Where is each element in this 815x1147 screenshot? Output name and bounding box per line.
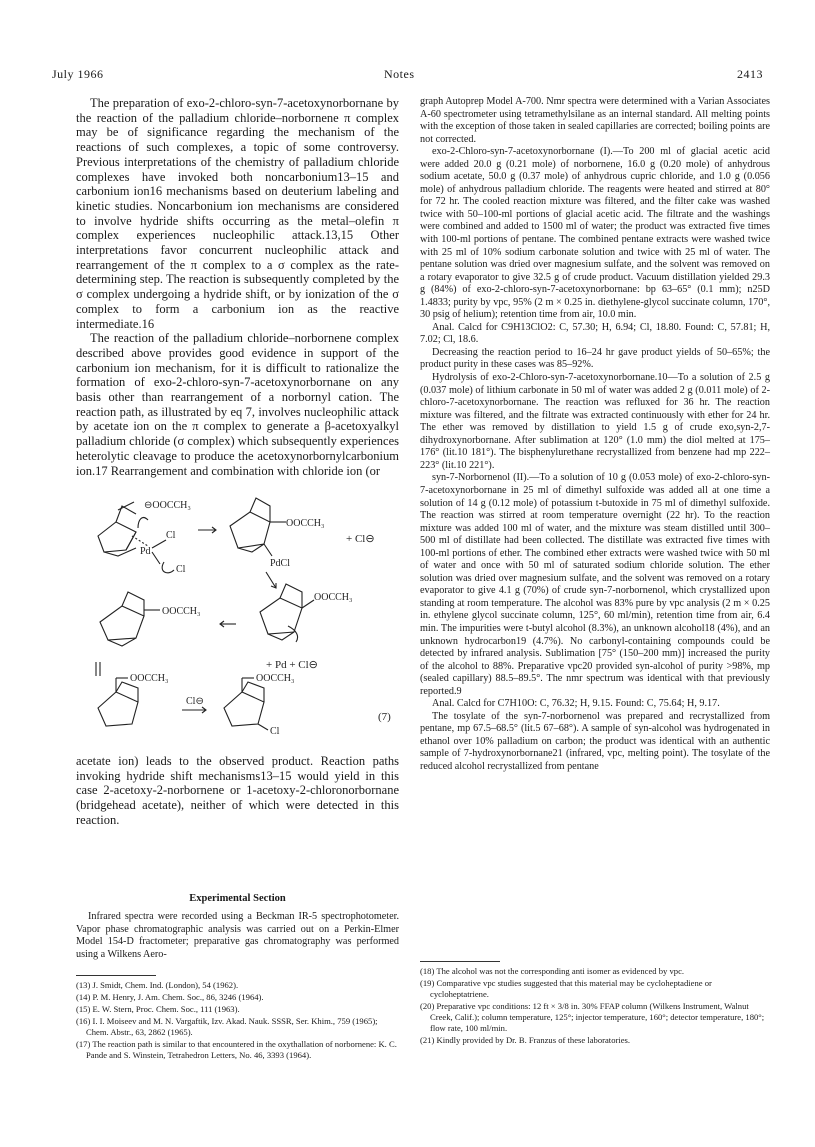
scheme-label-pd: Pd [140, 546, 151, 557]
reaction-scheme-eq7 [88, 492, 406, 754]
footnote-rule-right [420, 961, 500, 962]
footnote-15: (15) E. W. Stern, Proc. Chem. Soc., 111 (1963). [76, 1004, 240, 1014]
paragraph-2-head: The reaction of the palladium chloride–norbornene complex described above provides good evidence in support of the carbonium ion mechanism, for it is difficult to rationalize the formation of exo-2-chloro-syn-7-acetoxynorbornane on any basis other than rearrangement of a norbornyl cation. The reaction path, as illustrated by eq 7, involves nucleophilic attack by acetate ion on the π complex to generate a β-acetoxyalkyl palladium chloride (σ complex) which subsequently experiences heterolytic cleavage to produce the acetoxynorbornylcarbonium ion.17 Rearrangement and combination with chloride ion (or [76, 331, 399, 478]
scheme-label-cl-c: Cl [270, 726, 280, 737]
scheme-label-ooccch3-c: OOCCH₃ [162, 606, 201, 617]
footnote-21: (21) Kindly provided by Dr. B. Franzus of these laboratories. [420, 1035, 631, 1045]
right-paragraph-tosylate: The tosylate of the syn-7-norbornenol was prepared and recrystallized from pentane, mp 67.5–68.5° (lit.5 67–68°). A sample of syn-alcohol was hydrogenated in ethanol over 10% palladium on carbon; the product was identical with an authentic sample of 7-hydroxynorbornane21 (infrared, vpc, melting point). The tosylate of the reduced alcohol recrystallized from pentane [420, 710, 770, 772]
right-paragraph-hydrolysis: Hydrolysis of exo-2-Chloro-syn-7-acetoxynorbornane.10—To a solution of 2.5 g (0.037 mole) of lithium carbonate in 50 ml of water was added 2 g (0.011 mole) of 2-chloro-7-acetoxynorbornane. The reaction was refluxed for 36 hr. The reaction mixture was filtered, and the filtrate was extracted continuously with ether for 24 hr. The ether was removed by distillation to yield 1.5 g of crude exo,syn-2,7-dihydroxynorbornane. After sublimation at 120° (1.0 mm) the diol melted at 175–176° (lit.10 181°). The bisphenylurethane recrystallized from benzene had mp 222–223° (lit.10 221°). [420, 372, 770, 471]
left-column-after-scheme [76, 754, 399, 828]
footnote-17: (17) The reaction path is similar to that encountered in the oxythallation of norbornene: K. C. Pande and S. Winstein, Tetrahedron Letters, No. 46, 3393 (1964). [76, 1039, 397, 1060]
right-paragraph-compound-I: exo-2-Chloro-syn-7-acetoxynorbornane (I).—To 200 ml of glacial acetic acid were added 20.0 g (0.21 mole) of norbornene, 16.0 g (0.20 mole) of anhydrous sodium acetate, 50.0 g (0.37 mole) of anhydrous cupric chloride, and 1.0 g (0.056 mole) of anhydrous palladium chloride. The reagents were heated and stirred at 80° for 72 hr. The cooled reaction mixture was filtered, and the filter cake was washed twice with 50–100-ml portions of glacial acetic acid. The filtrate and the washings were combined and added to 1500 ml of water; the product was extracted five times with 100-ml portions of pentane. The combined pentane extracts were washed twice with 25 ml of 10% sodium carbonate solution and twice with 25 ml of water. The pentane solution was dried over magnesium sulfate, and the solvent was removed on a rotary evaporator to give 32.5 g of crude product. Vacuum distillation yielded 29.3 g (84%) of exo-2-chloro-syn-7-acetoxynorbornane: bp 63–65° (0.1 mm); n25D 1.4833; purity by vpc, 95% (2 m × 0.25 in. diethylene-glycol succinate column, 170°, 30 psig of helium); retention time from air, 10.0 min. [420, 146, 770, 321]
right-paragraph-continuation: graph Autoprep Model A-700. Nmr spectra were determined with a Varian Associates A-60 spectrometer using tetramethylsilane as an internal standard. All melting points with the exception of those taken in sealed capillaries are corrected; boiling points are not corrected. [420, 96, 770, 145]
scheme-label-cl-b: Cl [176, 564, 186, 575]
scheme-label-plus-cl: + Cl⊖ [346, 533, 375, 545]
scheme-label-plus-pd-cl: + Pd + Cl⊖ [266, 659, 318, 671]
right-paragraph-anal-2: Anal. Calcd for C7H10O: C, 76.32; H, 9.15. Found: C, 75.64; H, 9.17. [432, 698, 720, 710]
norbornyl-cation [100, 592, 160, 646]
right-paragraph-compound-II: syn-7-Norbornenol (II).—To a solution of 10 g (0.053 mole) of exo-2-chloro-syn-7-acetoxynorbornane in 25 ml of dimethyl sulfoxide was added all at one time a solution of 14 g (0.12 mole) of potassium t-butoxide in 75 ml of dimethyl sulfoxide. The reaction was stirred at room temperature overnight (22 hr). To the reaction mixture was added 100 ml of water, and the mixture was steam distilled until 300–500 ml of distillate had been collected. The distillate was extracted five times with 100-ml portions of ether. The combined ether extracts were washed twice with 50 ml of water and once with 50 ml of saturated sodium chloride solution. The ether solution was dried over magnesium sulfate, and the solvent was removed on a rotary evaporator to give 4.1 g (70%) of crude syn-7-norbornenol, which crystallized upon standing at room temperature. The alcohol was 83% pure by vpc analysis (2 m × 0.25 in. ethylene glycol succinate column, 125°, 60 ml/min), retention time from air, 6.4 min. The impurities were t-butyl alcohol (8.3%), an unknown alcohol18 (4%), and an unknown hydrocarbon19 (4.7%). No carbonyl-containing compounds could be detected by infrared analysis. Sublimation [75° (150–200 mm)] increased the purity of the alcohol to 88%. Preparative vpc20 provided syn-alcohol of purity >98%, mp (sealed capillary) 88.5–89.5°. The nmr spectrum was identical with that previously reported.9 [420, 472, 770, 697]
footnotes-right [420, 966, 770, 1047]
left-column-text [76, 96, 399, 478]
right-paragraph-yield-note: Decreasing the reaction period to 16–24 hr gave product yields of 50–65%; the product purity in these cases was 85–92%. [420, 346, 770, 371]
scheme-label-ooccch3-e: OOCCH₃ [130, 673, 169, 684]
footnote-rule-left [76, 975, 156, 976]
scheme-label-cl-minus: Cl⊖ [186, 696, 204, 707]
footnote-14: (14) P. M. Henry, J. Am. Chem. Soc., 86, 3246 (1964). [76, 992, 264, 1002]
scheme-label-cl-a: Cl [166, 530, 176, 541]
header-date: July 1966 [52, 67, 104, 81]
scheme-label-ooccch3-b: OOCCH₃ [286, 518, 325, 529]
rearranged-cation [98, 678, 138, 726]
footnote-19: (19) Comparative vpc studies suggested that this material may be cycloheptadiene or cycloheptatriene. [420, 978, 712, 999]
footnotes-left [76, 980, 399, 1062]
carbonium-complex [260, 584, 314, 642]
paragraph-1: The preparation of exo-2-chloro-syn-7-acetoxynorbornane by the reaction of the palladium chloride–norbornene π complex may be of significance regarding the mechanism of the reactions of such complexes, a topic of some controversy. Previous interpretations of the chemistry of palladium chloride complexes have invoked both noncarbonium13–15 and carbonium ion16 mechanisms based on deuterium labeling and kinetic studies. Noncarbonium ion mechanisms are considered to involve hydride shifts occurring as the metal–olefin π complex experiences nucleophilic attack.13,15 Other interpretations favor concurrent nucleophilic attack and rearrangement of the π complex to a σ complex as the rate-determining step. The reaction is subsequently completed by the σ complex undergoing a hydride shift, or by ionization of the σ complex to form a carbonium ion as the reactive intermediate.16 [76, 96, 399, 331]
equation-number: (7) [378, 711, 391, 723]
experimental-intro [76, 911, 399, 961]
footnote-20: (20) Preparative vpc conditions: 12 ft × 3/8 in. 30% FFAP column (Wilkens Instrument, Walnut Creek, Calif.); column temperature, 125°; injector temperature, 160°; detector temperature, 180°; flow rate, 100 ml/min. [420, 1001, 765, 1033]
paragraph-2-tail: acetate ion) leads to the observed product. Reaction paths invoking hydride shift mechanisms13–15 would yield in this case 2-acetoxy-2-norbornene or 1-acetoxy-2-chloronorbornane (bridgehead acetate), neither of which were detected in this reaction. [76, 754, 399, 827]
scheme-label-pdcl: PdCl [270, 558, 291, 569]
right-column-text [420, 96, 770, 774]
experimental-paragraph: Infrared spectra were recorded using a Beckman IR-5 spectrophotometer. Vapor phase chromatographic analysis was carried out on a Perkin-Elmer Model 154-D fractometer; preparative gas chromatography was performed using a Wilkens Aero- [76, 911, 399, 960]
sigma-complex [230, 498, 286, 556]
right-paragraph-anal-1: Anal. Calcd for C9H13ClO2: C, 57.30; H, 6.94; Cl, 18.80. Found: C, 57.81; H, 7.02; Cl, 18.6. [420, 321, 770, 346]
experimental-section-title: Experimental Section [189, 893, 286, 904]
footnote-13: (13) J. Smidt, Chem. Ind. (London), 54 (1962). [76, 980, 239, 990]
footnote-18: (18) The alcohol was not the corresponding anti isomer as evidenced by vpc. [420, 966, 685, 976]
scheme-label-ooccch3-d: OOCCH₃ [314, 592, 353, 603]
scheme-label-ooccch3-f: OOCCH₃ [256, 673, 295, 684]
footnote-16: (16) I. I. Moiseev and M. N. Vargaftik, Izv. Akad. Nauk. SSSR, Ser. Khim., 759 (1965); Chem. Abstr., 63, 2862 (1965). [76, 1016, 378, 1037]
scheme-label-acetate-ion: ⊖OOCCH₃ [144, 500, 191, 511]
norbornene-pi-complex [98, 502, 136, 556]
header-section: Notes [384, 67, 415, 81]
product-structure [224, 678, 268, 730]
header-page-number: 2413 [737, 67, 763, 81]
